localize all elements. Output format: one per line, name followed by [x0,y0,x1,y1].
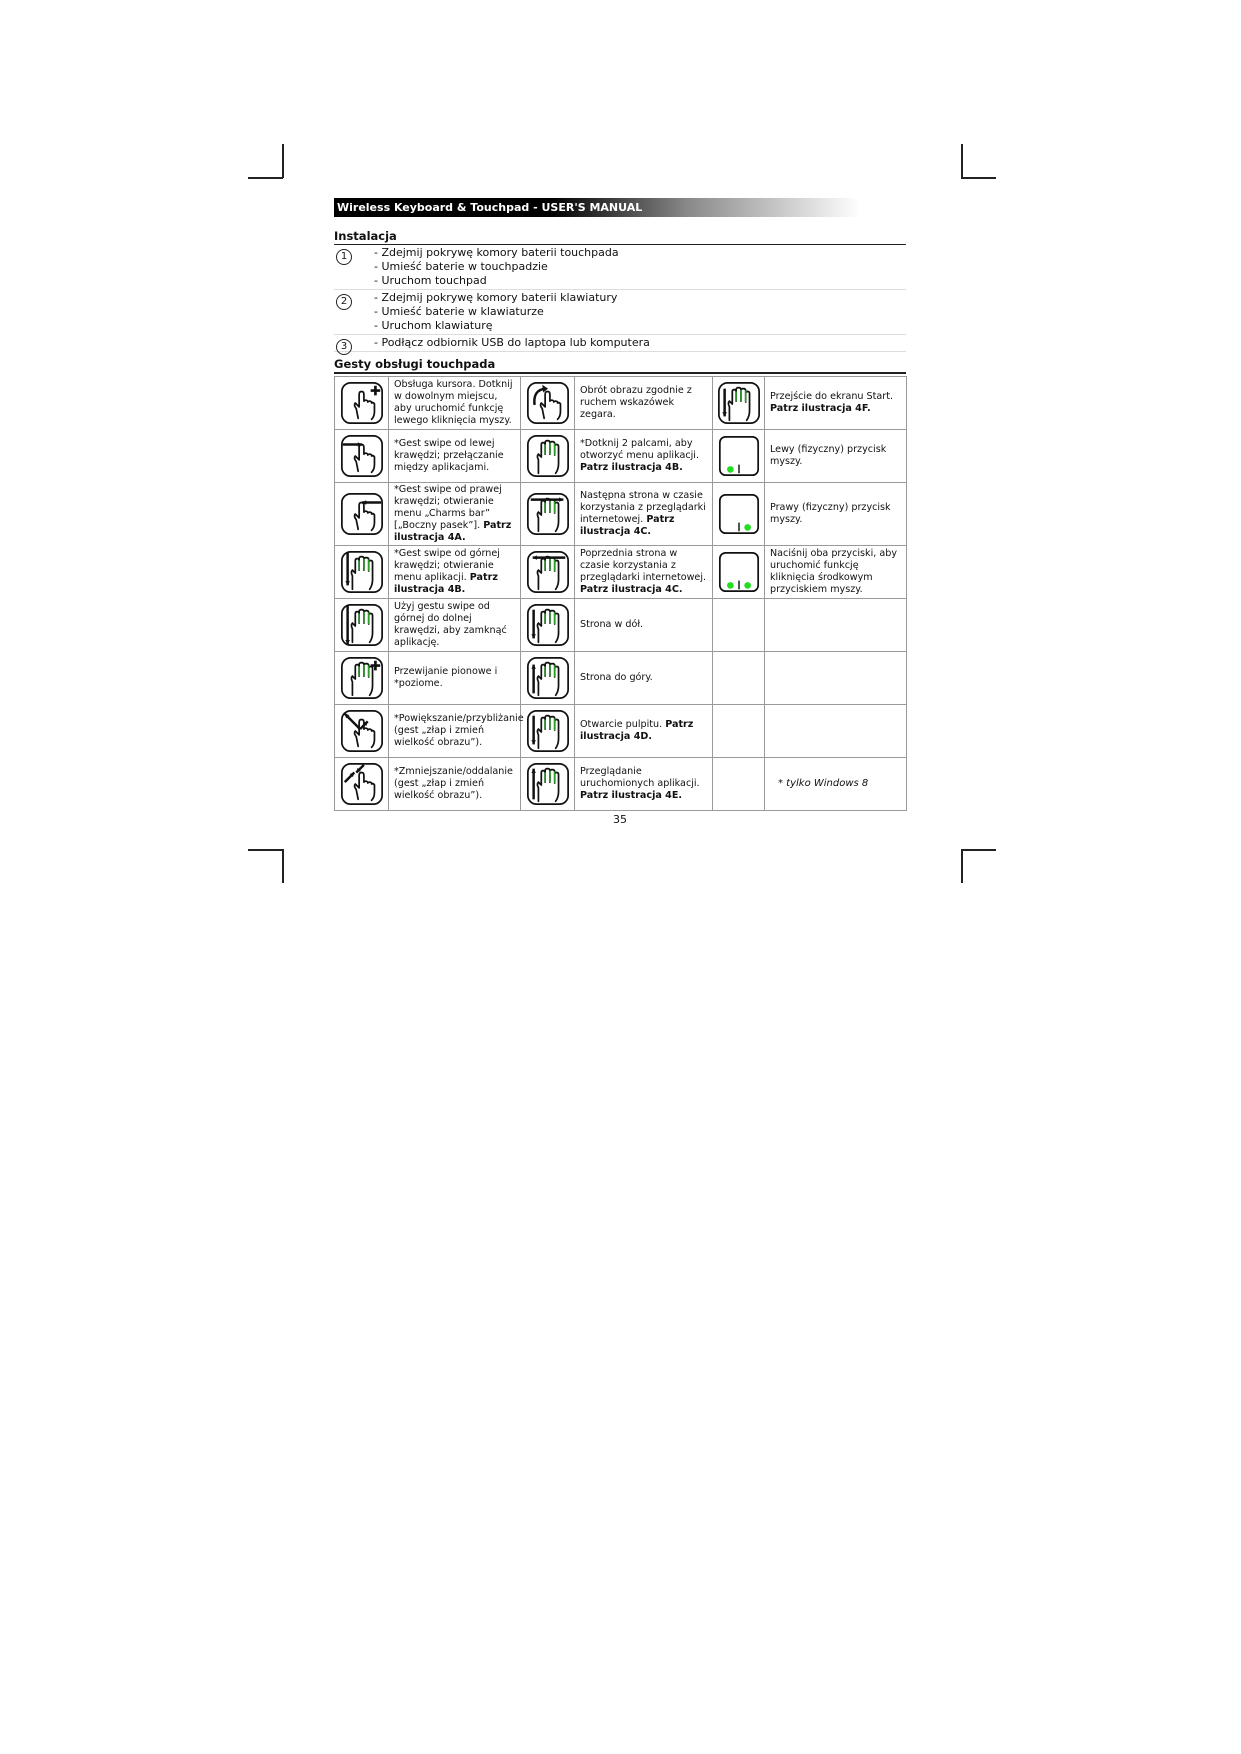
gesture-description-cell [765,599,907,652]
crop-mark-top-right-horizontal [961,177,996,179]
page-number: 35 [613,813,627,826]
gesture-row [335,705,907,758]
gesture-description-cell [389,758,521,811]
gesture-description: *Gest swipe od górnej krawędzi; otwieranie menu aplikacji. [394,548,500,583]
gesture-icon-cell [521,483,575,546]
swipe-from-left-edge-icon [337,433,386,479]
gesture-reference: Patrz ilustracja 4A. [394,520,512,543]
gesture-description-cell [575,599,713,652]
gesture-reference: Patrz ilustracja 4B. [394,572,498,595]
gesture-description-cell [765,430,907,483]
crop-mark-bottom-right-vertical [961,849,963,883]
step-number: 3 [336,339,352,355]
gesture-description-cell [765,377,907,430]
step-line: - Zdejmij pokrywę komory baterii klawiatury [374,291,618,304]
crop-mark-top-right-vertical [961,144,963,178]
three-finger-swipe-up-icon [523,655,572,701]
gesture-description-cell [575,652,713,705]
four-finger-swipe-up-icon [523,761,572,807]
gesture-description-cell [765,483,907,546]
gesture-description-cell [389,546,521,599]
step-number: 2 [336,294,352,310]
gesture-reference: Patrz ilustracja 4C. [580,584,683,595]
gesture-description: * tylko Windows 8 [778,778,869,789]
three-finger-swipe-right-icon [523,491,572,537]
gesture-description-cell [389,483,521,546]
step-line: - Zdejmij pokrywę komory baterii touchpada [374,246,619,259]
gesture-icon-cell [521,430,575,483]
rotate-clockwise-icon [523,380,572,426]
gesture-icon-cell [713,652,765,705]
both-buttons-icon [715,549,762,595]
step-line: - Umieść baterie w klawiaturze [374,305,544,318]
gesture-description-cell [575,377,713,430]
gesture-description-cell [575,546,713,599]
gesture-description: *Zmniejszanie/oddalanie (gest „złap i zmień wielkość obrazu”). [394,766,513,801]
three-finger-swipe-left-icon [523,549,572,595]
gesture-row [335,483,907,546]
gesture-description: *Gest swipe od prawej krawędzi; otwieranie menu „Charms bar” [„Boczny pasek”]. [394,484,502,531]
gesture-row [335,377,907,430]
gesture-description-cell [575,483,713,546]
gesture-icon-cell [713,758,765,811]
gesture-reference: Patrz ilustracja 4C. [580,514,675,537]
gesture-description: Lewy (fizyczny) przycisk myszy. [770,444,887,467]
gesture-description: Przeglądanie uruchomionych aplikacji. [580,766,700,789]
gesture-row [335,758,907,811]
step-line: - Podłącz odbiornik USB do laptopa lub komputera [374,336,650,349]
gesture-icon-cell [521,758,575,811]
gesture-description: Strona w dół. [580,619,644,630]
step-line: - Uruchom klawiaturę [374,319,493,332]
gesture-description: *Powiększanie/przybliżanie (gest „złap i zmień wielkość obrazu”). [394,713,524,748]
manual-page [334,198,906,826]
gesture-icon-cell [335,483,389,546]
gesture-description-cell [389,377,521,430]
three-finger-swipe-down-icon [523,602,572,648]
gesture-icon-cell [335,430,389,483]
gesture-icon-cell [335,652,389,705]
four-finger-swipe-down-icon [715,380,762,426]
gesture-description-cell [765,546,907,599]
gesture-icon-cell [521,705,575,758]
four-finger-swipe-down-desktop-icon [523,708,572,754]
gesture-reference: Patrz ilustracja 4D. [580,719,694,742]
gesture-description-cell [575,430,713,483]
gesture-description-cell [389,705,524,758]
gesture-description-cell [389,599,521,652]
gesture-description: Następna strona w czasie korzystania z przeglądarki internetowej. [580,490,706,525]
gesture-icon-cell [335,546,389,599]
gesture-description: Obrót obrazu zgodnie z ruchem wskazówek zegara. [580,385,692,420]
gesture-reference: Patrz ilustracja 4E. [580,790,683,801]
gesture-reference: Patrz ilustracja 4F. [770,403,871,414]
gesture-reference: Patrz ilustracja 4B. [580,462,683,473]
installation-step-2 [334,290,906,335]
step-number: 1 [336,249,352,265]
crop-mark-bottom-right-horizontal [961,849,996,851]
gesture-description: Prawy (fizyczny) przycisk myszy. [770,502,891,525]
two-finger-tap-icon [523,433,572,479]
gesture-description: Obsługa kursora. Dotknij w dowolnym miejscu, aby uruchomić funkcję lewego kliknięcia myszy. [394,379,513,426]
gestures-table [334,376,907,811]
gesture-description: Przewijanie pionowe i *poziome. [394,666,498,689]
gesture-description: *Dotknij 2 palcami, aby otworzyć menu aplikacji. [580,438,700,461]
step-line: - Umieść baterie w touchpadzie [374,260,548,273]
crop-mark-bottom-left-vertical [282,849,284,883]
gesture-row [335,652,907,705]
gesture-icon-cell [713,705,765,758]
gesture-icon-cell [521,652,575,705]
gesture-description: Przejście do ekranu Start. [770,391,894,402]
pinch-zoom-out-icon [337,761,386,807]
manual-header: Wireless Keyboard & Touchpad - USER'S MANUAL [334,198,906,217]
gesture-description-cell [575,705,713,758]
gesture-description: Naciśnij oba przyciski, aby uruchomić funkcję kliknięcia środkowym przyciskiem myszy. [770,548,897,595]
gesture-description: Strona do góry. [580,672,653,683]
gesture-row [335,430,907,483]
crop-mark-bottom-left-horizontal [248,849,283,851]
gestures-title: Gesty obsługi touchpada [334,357,906,374]
pinch-zoom-in-icon [337,708,386,754]
gesture-icon-cell [335,599,389,652]
installation-step-3 [334,335,906,352]
gesture-icon-cell [521,546,575,599]
gesture-description: Otwarcie pulpitu. [580,719,663,730]
gesture-icon-cell [335,705,389,758]
gesture-description-cell [389,652,521,705]
two-finger-scroll-icon [337,655,386,701]
installation-title: Instalacja [334,229,906,245]
gesture-description-cell [575,758,713,811]
gesture-description-cell [765,652,907,705]
swipe-from-top-edge-icon [337,549,386,595]
gesture-row [335,599,907,652]
gesture-description-cell [765,705,907,758]
installation-steps [334,245,906,352]
installation-step-1 [334,245,906,290]
gesture-description: *Gest swipe od lewej krawędzi; przełączanie między aplikacjami. [394,438,504,473]
gesture-icon-cell [713,430,765,483]
gesture-icon-cell [713,483,765,546]
gesture-description: Poprzednia strona w czasie korzystania z przeglądarki internetowej. [580,548,707,583]
gesture-row [335,546,907,599]
right-button-icon [715,491,762,537]
gesture-description-cell [765,758,907,811]
gesture-icon-cell [713,546,765,599]
gesture-icon-cell [713,377,765,430]
left-button-icon [715,433,762,479]
gesture-icon-cell [335,377,389,430]
crop-mark-top-left-vertical [282,144,284,178]
one-finger-tap-plus-icon [337,380,386,426]
gesture-description: Użyj gestu swipe od górnej do dolnej krawędzi, aby zamknąć aplikację. [394,601,507,648]
gesture-icon-cell [713,599,765,652]
gesture-description-cell [389,430,521,483]
swipe-from-right-edge-icon [337,491,386,537]
step-line: - Uruchom touchpad [374,274,487,287]
crop-mark-top-left-horizontal [248,177,283,179]
swipe-top-to-bottom-icon [337,602,386,648]
gesture-icon-cell [335,758,389,811]
gesture-icon-cell [521,377,575,430]
gesture-icon-cell [521,599,575,652]
